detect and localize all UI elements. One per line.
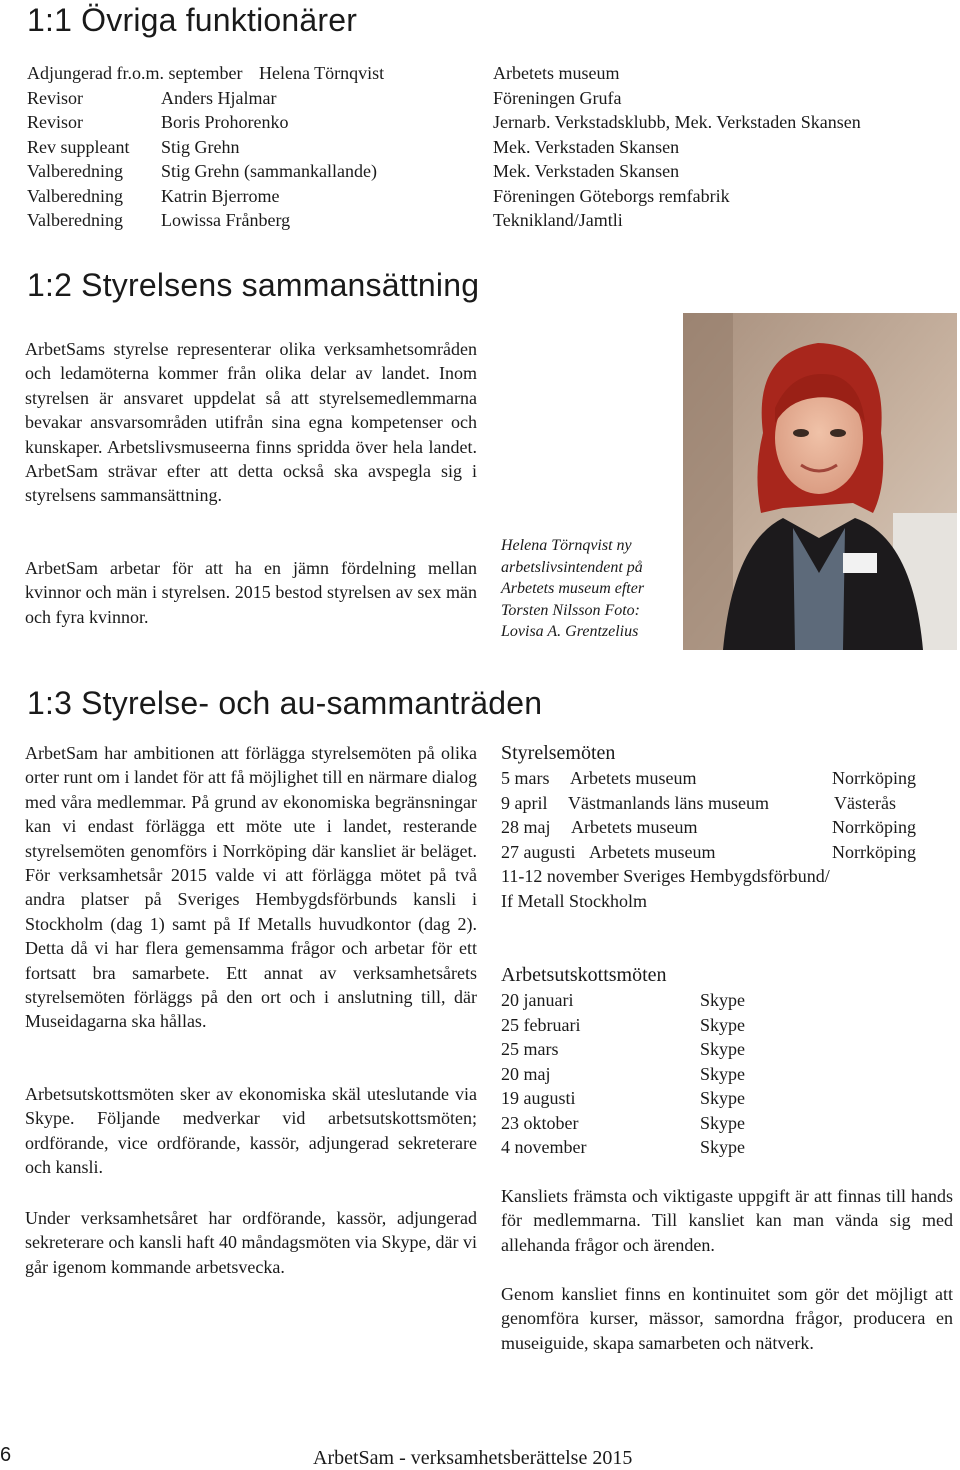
list-item <box>501 1062 801 1087</box>
org-cell: Arbetets museum <box>493 63 620 83</box>
meeting-date: 5 mars <box>501 768 550 788</box>
name-cell: Boris Prohorenko <box>161 112 289 132</box>
table-row <box>27 110 957 135</box>
org-cell: Mek. Verkstaden Skansen <box>493 161 680 181</box>
meeting-place: Västmanlands läns museum <box>568 792 769 813</box>
monday-meetings-paragraph: Under verksamhetsåret har ordförande, kassör, adjungerad sekreterare och kansli haft 40 måndagsmöten via Skype, där vi går igenom kommande arbetsvecka. <box>25 1208 477 1277</box>
meeting-place: Arbetets museum <box>589 841 716 862</box>
list-item <box>501 1013 801 1038</box>
org-cell: Föreningen Grufa <box>493 87 622 108</box>
role-cell: Valberedning <box>27 185 123 206</box>
section-title-1-2: 1:2 Styrelsens sammansättning <box>27 267 480 303</box>
au-date: 25 februari <box>501 1014 581 1035</box>
name-cell: Helena Törnqvist <box>259 63 385 83</box>
meeting-city: Norrköping <box>832 768 916 788</box>
list-item <box>501 815 941 840</box>
board-meetings-heading: Styrelsemöten <box>501 742 616 764</box>
name-cell: Lowissa Frånberg <box>161 210 291 230</box>
au-via: Skype <box>700 1088 745 1108</box>
au-date: 23 oktober <box>501 1112 579 1133</box>
au-via: Skype <box>700 1063 745 1084</box>
table-row <box>27 61 957 86</box>
section-title-1-3: 1:3 Styrelse- och au-sammanträden <box>27 685 543 721</box>
au-date: 20 maj <box>501 1063 551 1084</box>
table-row <box>27 86 957 111</box>
list-item <box>501 988 801 1013</box>
list-item <box>501 889 941 914</box>
name-cell: Anders Hjalmar <box>161 87 277 108</box>
list-item <box>501 766 941 791</box>
name-cell: Katrin Bjerrome <box>161 185 280 206</box>
au-via: Skype <box>700 1112 745 1133</box>
section-title-1-1: 1:1 Övriga funktionärer <box>27 2 358 38</box>
portrait-illustration <box>683 313 957 650</box>
table-row <box>27 208 957 233</box>
meeting-extra-line: If Metall Stockholm <box>501 890 647 911</box>
au-via: Skype <box>700 1137 745 1157</box>
list-item <box>501 864 941 889</box>
board-composition-paragraph: ArbetSams styrelse representerar olika verksamhetsområden och ledamöterna kommer från olika delar av landet. Inom styrelsen är ansvaret uppdelat så att styrelsemedlemmarna bevakar ansvarsområden utifrån sina egna kompetenser och kunskaper. Arbetslivsmuseerna finns spridda över hela landet. ArbetSam strävar efter att detta också ska avspegla sig i styrelsens sammansättning. <box>25 339 477 506</box>
role-cell: Revisor <box>27 87 83 108</box>
au-via: Skype <box>700 990 745 1010</box>
meeting-date: 9 april <box>501 792 548 813</box>
meeting-date: 28 maj <box>501 817 551 837</box>
org-cell: Föreningen Göteborgs remfabrik <box>493 185 730 206</box>
table-row <box>27 184 957 209</box>
page-number: 6 <box>0 1444 12 1466</box>
list-item <box>501 1037 801 1062</box>
au-date: 20 januari <box>501 990 574 1010</box>
table-row <box>27 159 957 184</box>
org-cell: Teknikland/Jamtli <box>493 210 623 230</box>
meeting-city: Norrköping <box>832 817 916 837</box>
portrait-photo <box>683 313 957 650</box>
board-meetings-list <box>501 766 941 913</box>
name-cell: Stig Grehn <box>161 136 240 157</box>
office-task-paragraph: Kansliets främsta och viktigaste uppgift är att finnas till hands för medlemmarna. Till kansliet kan man vända sig med allehanda frågor och ärenden. <box>501 1186 953 1255</box>
table-row <box>27 135 957 160</box>
list-item <box>501 1135 801 1160</box>
au-via: Skype <box>700 1014 745 1035</box>
role-cell: Revisor <box>27 112 83 132</box>
au-date: 4 november <box>501 1137 587 1157</box>
photo-caption: Helena Törnqvist ny arbetslivsintendent på Arbetets museum efter Torsten Nilsson Foto: Lovisa A. Grentzelius <box>501 537 645 640</box>
au-via: Skype <box>700 1039 745 1059</box>
au-meetings-heading: Arbetsutskottsmöten <box>501 964 667 986</box>
footer-text: ArbetSam - verksamhetsberättelse 2015 <box>313 1447 633 1469</box>
meeting-place: Arbetets museum <box>570 768 697 788</box>
office-continuity-paragraph: Genom kansliet finns en kontinuitet som gör det möjligt att genomföra kurser, mässor, samordna frågor, producera en museiguide, skapa samarbeten och nätverk. <box>501 1284 953 1353</box>
list-item <box>501 1086 801 1111</box>
au-date: 19 augusti <box>501 1088 576 1108</box>
role-cell: Rev suppleant <box>27 136 130 157</box>
list-item <box>501 791 941 816</box>
officials-table <box>27 61 957 233</box>
org-cell: Mek. Verkstaden Skansen <box>493 136 680 157</box>
list-item <box>501 1111 801 1136</box>
name-cell: Stig Grehn (sammankallande) <box>161 161 377 181</box>
gender-balance-paragraph: ArbetSam arbetar för att ha en jämn fördelning mellan kvinnor och män i styrelsen. 2015 bestod styrelsen av sex män och fyra kvinnor. <box>25 558 477 627</box>
au-date: 25 mars <box>501 1039 559 1059</box>
role-cell: Adjungerad fr.o.m. september <box>27 63 243 83</box>
meeting-place: Arbetets museum <box>571 817 698 837</box>
meeting-date: 27 augusti <box>501 841 576 862</box>
list-item <box>501 840 941 865</box>
meetings-paragraph: ArbetSam har ambitionen att förlägga styrelsemöten på olika orter runt om i landet för att få möjlighet till en närmare dialog med våra medlemmar. På grund av ekonomiska begränsningar kan vi endast förlägga ett möte ute i landet, resterande styrelsemöten genomförs i Norrköping där kansliet är beläget. För verksamhetsår 2015 valde vi att förlägga mötet på två andra platser på Sveriges Hembygdsförbunds kansli i Stockholm (dag 1) samt på If Metalls huvudkontor (dag 2). Detta då vi har flera gemensamma frågor och arbetar för ett fortsatt bra samarbete. Ett annat av verksamhetsårets styrelsemöten förläggs på den ort och i anslutning till, där Museidagarna ska hållas. <box>25 743 477 1032</box>
au-paragraph: Arbetsutskottsmöten sker av ekonomiska skäl uteslutande via Skype. Följande medverkar vid arbetsutskottsmöten; ordförande, vice ordförande, kassör, adjungerad sekreterare och kansli. <box>25 1084 477 1178</box>
meeting-extra-line: 11-12 november Sveriges Hembygdsförbund/ <box>501 866 830 886</box>
role-cell: Valberedning <box>27 161 123 181</box>
role-cell: Valberedning <box>27 210 123 230</box>
au-meetings-list <box>501 988 801 1160</box>
org-cell: Jernarb. Verkstadsklubb, Mek. Verkstaden Skansen <box>493 112 861 132</box>
meeting-city: Västerås <box>834 792 896 813</box>
meeting-city: Norrköping <box>832 841 916 862</box>
